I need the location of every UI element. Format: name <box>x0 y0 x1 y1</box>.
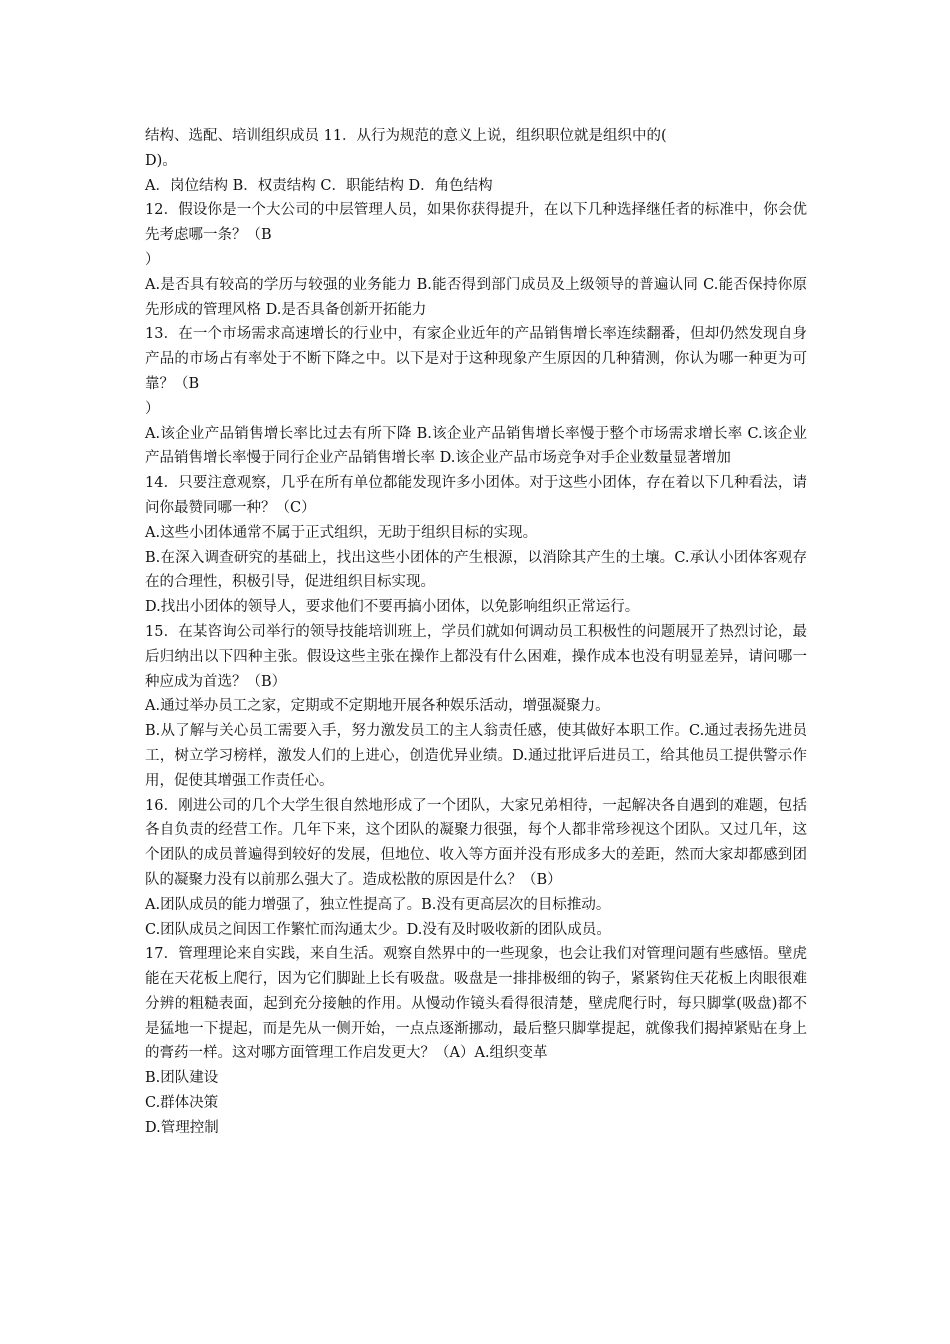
option-line: D.找出小团体的领导人，要求他们不要再搞小团体，以免影响组织正常运行。 <box>145 599 640 616</box>
option-line: C.团队成员之间因工作繁忙而沟通太少。D.没有及时吸收新的团队成员。 <box>145 921 611 938</box>
text-line: D)。 <box>145 152 177 169</box>
text-line: ） <box>145 251 160 268</box>
option-line: D.管理控制 <box>145 1119 219 1136</box>
text-line: ） <box>145 400 160 417</box>
question-16: 16．刚进公司的几个大学生很自然地形成了一个团队，大家兄弟相待，一起解决各自遇到的难题，包括各自负责的经营工作。几年下来，这个团队的凝聚力很强，每个人都非常珍视这个团队。又过几年，这个团队的成员普遍得到较好的发展，但地位、收入等方面并没有形成多大的差距，然而大家却都感到团队的凝聚力没有以前那么强大了。造成松散的原因是什么？（B） <box>145 797 807 888</box>
option-line: A.这些小团体通常不属于正式组织，无助于组织目标的实现。 <box>145 524 538 541</box>
option-line: B.在深入调查研究的基础上，找出这些小团体的产生根源，以消除其产生的土壤。C.承认小团体客观存在的合理性，积极引导，促进组织目标实现。 <box>145 549 807 591</box>
option-line: A.团队成员的能力增强了，独立性提高了。B.没有更高层次的目标推动。 <box>145 896 611 913</box>
question-14: 14．只要注意观察，几乎在所有单位都能发现许多小团体。对于这些小团体，存在着以下几种看法，请问你最赞同哪一种？（C） <box>145 475 807 516</box>
options-q13: A.该企业产品销售增长率比过去有所下降 B.该企业产品销售增长率慢于整个市场需求增长率 C.该企业产品销售增长率慢于同行企业产品销售增长率 D.该企业产品市场竞争对手企业数量显著增加 <box>145 425 807 467</box>
option-line: C.群体决策 <box>145 1095 219 1112</box>
question-17: 17．管理理论来自实践，来自生活。观察自然界中的一些现象，也会让我们对管理问题有些感悟。壁虎能在天花板上爬行，因为它们脚趾上长有吸盘。吸盘是一排排极细的钩子，紧紧钩住天花板上肉眼很难分辨的粗糙表面，起到充分接触的作用。从慢动作镜头看得很清楚，壁虎爬行时，每只脚掌(吸盘)都不是猛地一下提起，而是先从一侧开始，一点点逐渐挪动，最后整只脚掌提起，就像我们揭掉紧贴在身上的膏药一样。这对哪方面管理工作启发更大？（A）A.组织变革 <box>145 946 807 1062</box>
option-line: B.团队建设 <box>145 1070 219 1087</box>
question-13: 13．在一个市场需求高速增长的行业中，有家企业近年的产品销售增长率连续翻番，但却仍然发现自身产品的市场占有率处于不断下降之中。以下是对于这种现象产生原因的几种猜测，你认为哪一种更为可靠？（B <box>145 326 807 392</box>
option-line: A.通过举办员工之家，定期或不定期地开展各种娱乐活动，增强凝聚力。 <box>145 698 610 715</box>
options-q12: A.是否具有较高的学历与较强的业务能力 B.能否得到部门成员及上级领导的普遍认同 C.能否保持你原先形成的管理风格 D.是否具备创新开拓能力 <box>145 276 807 318</box>
options-q11: A．岗位结构 B．权责结构 C．职能结构 D．角色结构 <box>145 177 493 194</box>
document-page <box>145 124 807 1141</box>
option-line: B.从了解与关心员工需要入手，努力激发员工的主人翁责任感，使其做好本职工作。C.通过表扬先进员工，树立学习榜样，激发人们的上进心，创造优异业绩。D.通过批评后进员工，给其他员工提供警示作用，促使其增强工作责任心。 <box>145 723 807 789</box>
question-12: 12．假设你是一个大公司的中层管理人员，如果你获得提升，在以下几种选择继任者的标准中，你会优先考虑哪一条？（B <box>145 202 807 244</box>
text-line: 结构、选配、培训组织成员 11．从行为规范的意义上说，组织职位就是组织中的( <box>145 128 667 144</box>
question-15: 15．在某咨询公司举行的领导技能培训班上，学员们就如何调动员工积极性的问题展开了热烈讨论，最后归纳出以下四种主张。假设这些主张在操作上都没有什么困难，操作成本也没有明显差异，请问哪一种应成为首选？（B） <box>145 623 807 690</box>
